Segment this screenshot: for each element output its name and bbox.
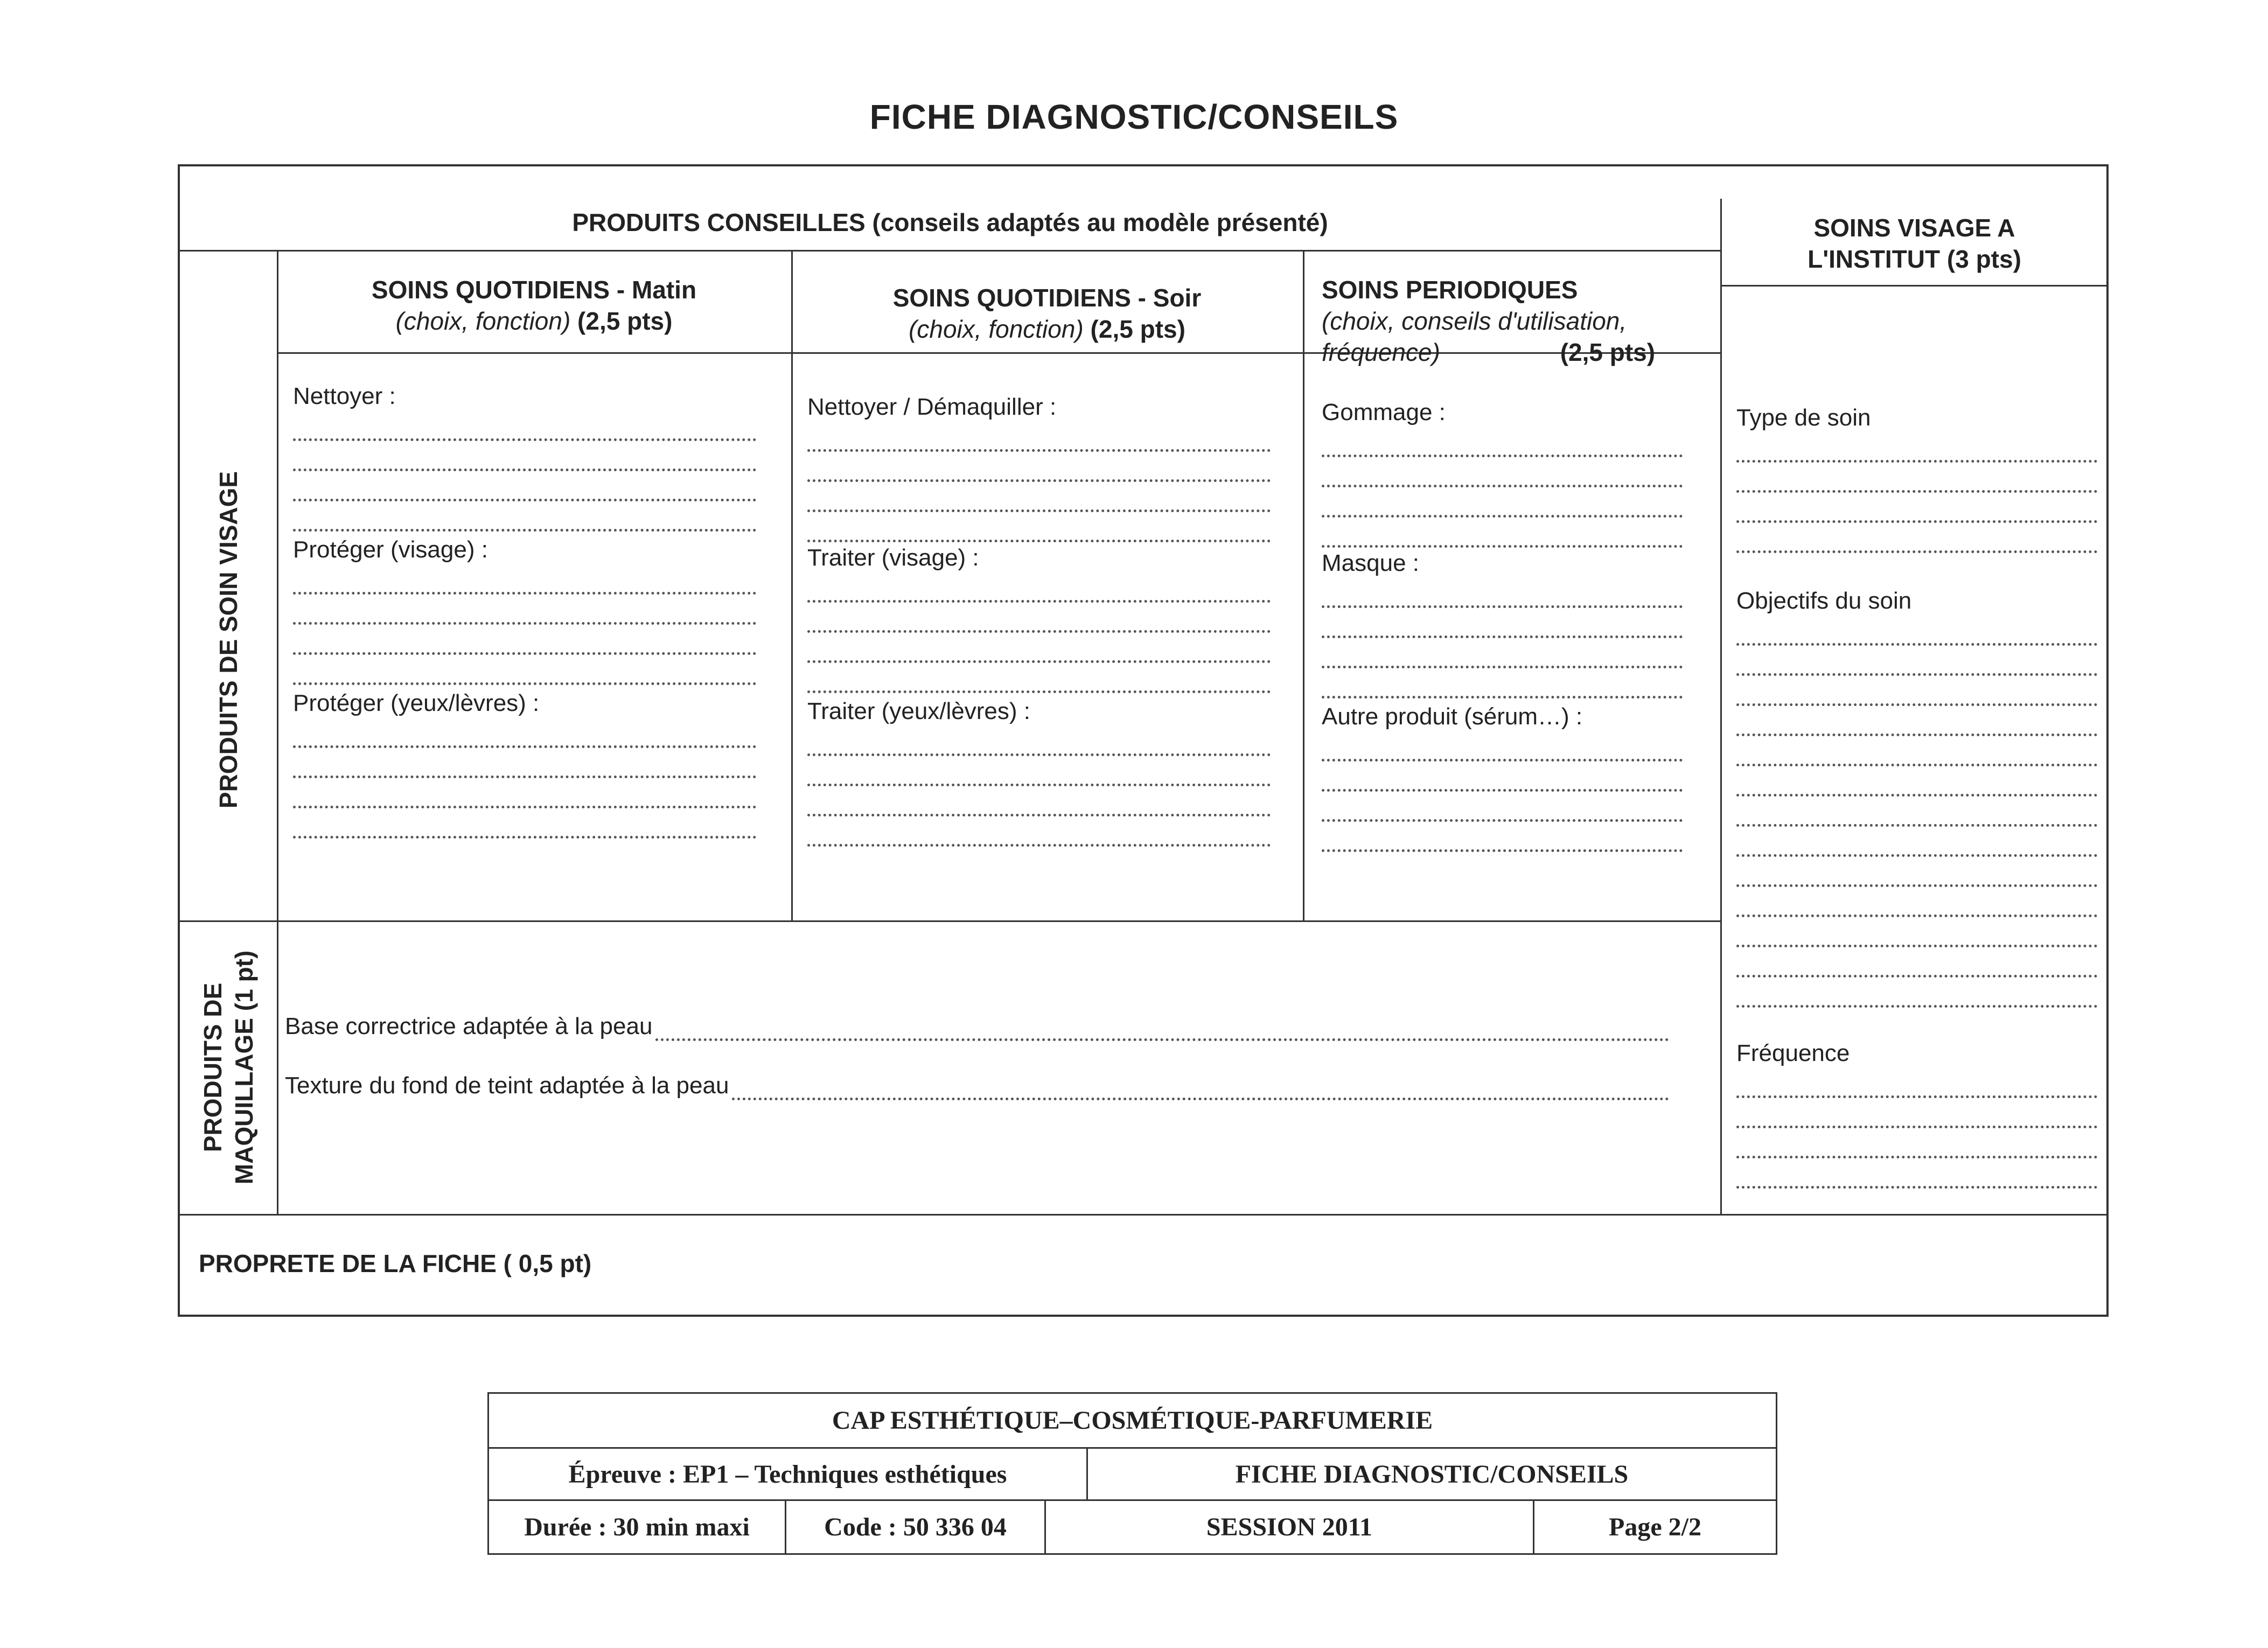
answer-line[interactable] bbox=[1736, 857, 2097, 887]
answer-line[interactable] bbox=[1736, 706, 2097, 736]
field-label: Nettoyer : bbox=[293, 383, 396, 409]
matin-subtitle: (choix, fonction) bbox=[395, 307, 571, 335]
answer-line[interactable] bbox=[1736, 766, 2097, 797]
footer-code: Code : 50 336 04 bbox=[785, 1499, 1046, 1555]
soin-visage-label: PRODUITS DE SOIN VISAGE bbox=[214, 471, 242, 809]
answer-line[interactable] bbox=[1322, 731, 1683, 762]
answer-line[interactable] bbox=[807, 512, 1271, 542]
proprete-label: PROPRETE DE LA FICHE ( 0,5 pt) bbox=[199, 1249, 592, 1277]
answer-line[interactable] bbox=[1736, 827, 2097, 857]
answer-line[interactable] bbox=[1322, 792, 1683, 822]
answer-line[interactable] bbox=[1322, 457, 1683, 487]
periodiques-field-autre bbox=[1322, 702, 1683, 852]
institut-field-objectifs bbox=[1736, 586, 2097, 1008]
answer-line[interactable] bbox=[1736, 493, 2097, 523]
answer-line[interactable] bbox=[293, 564, 756, 595]
answer-line[interactable] bbox=[807, 663, 1271, 693]
answer-line[interactable] bbox=[1736, 887, 2097, 917]
answer-line[interactable] bbox=[1736, 736, 2097, 766]
answer-line[interactable] bbox=[1322, 487, 1683, 518]
diagnostic-sheet bbox=[178, 164, 2109, 1317]
field-label: Masque : bbox=[1322, 550, 1419, 576]
soir-title: SOINS QUOTIDIENS - Soir bbox=[892, 284, 1202, 312]
answer-line[interactable] bbox=[807, 422, 1271, 452]
produits-conseilles-header bbox=[180, 207, 1720, 238]
answer-line[interactable] bbox=[293, 471, 756, 501]
soir-field-nettoyer bbox=[807, 393, 1271, 542]
answer-line[interactable] bbox=[807, 633, 1271, 663]
maquillage-base-correctrice bbox=[285, 1012, 1669, 1041]
answer-line[interactable] bbox=[1322, 762, 1683, 792]
answer-line[interactable] bbox=[807, 786, 1271, 816]
institut-field-type bbox=[1736, 403, 2097, 553]
field-label: Base correctrice adaptée à la peau bbox=[285, 1013, 653, 1039]
answer-line[interactable] bbox=[293, 595, 756, 625]
page-title: FICHE DIAGNOSTIC/CONSEILS bbox=[869, 97, 1399, 136]
periodiques-points: (2,5 pts) bbox=[1560, 338, 1656, 366]
matin-title: SOINS QUOTIDIENS - Matin bbox=[371, 276, 697, 304]
answer-line[interactable] bbox=[293, 748, 756, 778]
field-label: Objectifs du soin bbox=[1736, 588, 1912, 614]
answer-line[interactable] bbox=[1322, 638, 1683, 668]
periodiques-field-gommage bbox=[1322, 398, 1683, 548]
field-label: Type de soin bbox=[1736, 404, 1871, 431]
answer-line[interactable] bbox=[293, 718, 756, 748]
answer-line[interactable] bbox=[1322, 608, 1683, 638]
answer-line[interactable] bbox=[732, 1076, 1669, 1100]
answer-line[interactable] bbox=[1736, 1068, 2097, 1098]
answer-line[interactable] bbox=[293, 808, 756, 839]
answer-line[interactable] bbox=[807, 482, 1271, 512]
field-label: Autre produit (sérum…) : bbox=[1322, 703, 1583, 730]
matin-field-proteger-visage bbox=[293, 535, 756, 685]
periodiques-title: SOINS PERIODIQUES bbox=[1322, 276, 1578, 304]
periodiques-subtitle-1: (choix, conseils d'utilisation, bbox=[1322, 307, 1627, 335]
column-header-matin bbox=[277, 274, 791, 337]
soir-subtitle: (choix, fonction) bbox=[909, 315, 1084, 343]
footer-epreuve: Épreuve : EP1 – Techniques esthétiques bbox=[487, 1447, 1088, 1501]
soir-periodiques-divider bbox=[1303, 250, 1304, 920]
answer-line[interactable] bbox=[293, 411, 756, 441]
periodiques-field-masque bbox=[1322, 549, 1683, 699]
footer-page: Page 2/2 bbox=[1533, 1499, 1777, 1555]
soin-maquillage-divider bbox=[180, 920, 1720, 922]
answer-line[interactable] bbox=[293, 625, 756, 655]
answer-line[interactable] bbox=[1736, 463, 2097, 493]
periodiques-subtitle-2: fréquence) bbox=[1322, 338, 1440, 366]
answer-line[interactable] bbox=[807, 756, 1271, 786]
institut-divider bbox=[1720, 199, 1722, 1214]
footer-session: SESSION 2011 bbox=[1044, 1499, 1534, 1555]
maquillage-fond-de-teint bbox=[285, 1071, 1669, 1100]
soir-field-traiter-yeux bbox=[807, 697, 1271, 847]
row-label-divider bbox=[277, 250, 278, 1214]
answer-line[interactable] bbox=[1322, 518, 1683, 548]
answer-line[interactable] bbox=[1736, 947, 2097, 977]
soir-field-traiter-visage bbox=[807, 543, 1271, 693]
soins-institut-line2: L'INSTITUT (3 pts) bbox=[1808, 245, 2021, 273]
answer-line[interactable] bbox=[1736, 676, 2097, 706]
answer-line[interactable] bbox=[293, 441, 756, 471]
field-label: Traiter (yeux/lèvres) : bbox=[807, 698, 1031, 724]
answer-line[interactable] bbox=[1736, 432, 2097, 463]
column-header-soir bbox=[791, 282, 1303, 345]
field-label: Fréquence bbox=[1736, 1040, 1850, 1066]
row-label-soin-visage bbox=[213, 360, 244, 920]
maquillage-label-1: PRODUITS DE bbox=[199, 982, 227, 1153]
answer-line[interactable] bbox=[1736, 1158, 2097, 1189]
answer-line[interactable] bbox=[807, 816, 1271, 847]
proprete-divider bbox=[180, 1214, 2109, 1216]
column-header-periodiques bbox=[1322, 274, 1709, 368]
soins-institut-line1: SOINS VISAGE A bbox=[1813, 214, 2015, 242]
maquillage-label-2: MAQUILLAGE (1 pt) bbox=[230, 950, 258, 1185]
field-label: Protéger (yeux/lèvres) : bbox=[293, 690, 540, 716]
field-label: Texture du fond de teint adaptée à la peau bbox=[285, 1072, 729, 1099]
matin-field-nettoyer bbox=[293, 382, 756, 532]
footer-exam-title: CAP ESTHÉTIQUE–COSMÉTIQUE-PARFUMERIE bbox=[487, 1392, 1777, 1449]
answer-line[interactable] bbox=[807, 726, 1271, 756]
answer-line[interactable] bbox=[1736, 977, 2097, 1008]
matin-soir-divider bbox=[791, 250, 793, 920]
field-label: Gommage : bbox=[1322, 399, 1446, 425]
answer-line[interactable] bbox=[1736, 523, 2097, 553]
institut-field-frequence bbox=[1736, 1039, 2097, 1189]
answer-line[interactable] bbox=[1322, 668, 1683, 699]
field-label: Nettoyer / Démaquiller : bbox=[807, 394, 1057, 420]
row-label-maquillage bbox=[197, 927, 260, 1207]
footer-duree: Durée : 30 min maxi bbox=[487, 1499, 786, 1555]
institut-header-divider bbox=[1720, 285, 2109, 287]
matin-field-proteger-yeux bbox=[293, 689, 756, 839]
answer-line[interactable] bbox=[1736, 1128, 2097, 1158]
field-label: Protéger (visage) : bbox=[293, 536, 488, 563]
answer-line[interactable] bbox=[293, 501, 756, 532]
answer-line[interactable] bbox=[1322, 822, 1683, 852]
answer-line[interactable] bbox=[1322, 427, 1683, 457]
field-label: Traiter (visage) : bbox=[807, 544, 979, 571]
answer-line[interactable] bbox=[655, 1017, 1669, 1041]
answer-line[interactable] bbox=[293, 778, 756, 808]
answer-line[interactable] bbox=[807, 603, 1271, 633]
soir-points: (2,5 pts) bbox=[1090, 315, 1185, 343]
answer-line[interactable] bbox=[1736, 1098, 2097, 1128]
footer-fiche: FICHE DIAGNOSTIC/CONSEILS bbox=[1086, 1447, 1777, 1501]
answer-line[interactable] bbox=[293, 655, 756, 685]
header-divider bbox=[180, 250, 1720, 252]
matin-points: (2,5 pts) bbox=[577, 307, 673, 335]
answer-line[interactable] bbox=[807, 452, 1271, 482]
answer-line[interactable] bbox=[807, 572, 1271, 603]
soins-institut-header bbox=[1720, 212, 2109, 275]
answer-line[interactable] bbox=[1736, 797, 2097, 827]
produits-conseilles-label: PRODUITS CONSEILLES (conseils adaptés au modèle présenté) bbox=[572, 208, 1328, 236]
answer-line[interactable] bbox=[1322, 578, 1683, 608]
answer-line[interactable] bbox=[1736, 646, 2097, 676]
exam-footer bbox=[487, 1392, 1777, 1556]
answer-line[interactable] bbox=[1736, 616, 2097, 646]
answer-line[interactable] bbox=[1736, 917, 2097, 947]
